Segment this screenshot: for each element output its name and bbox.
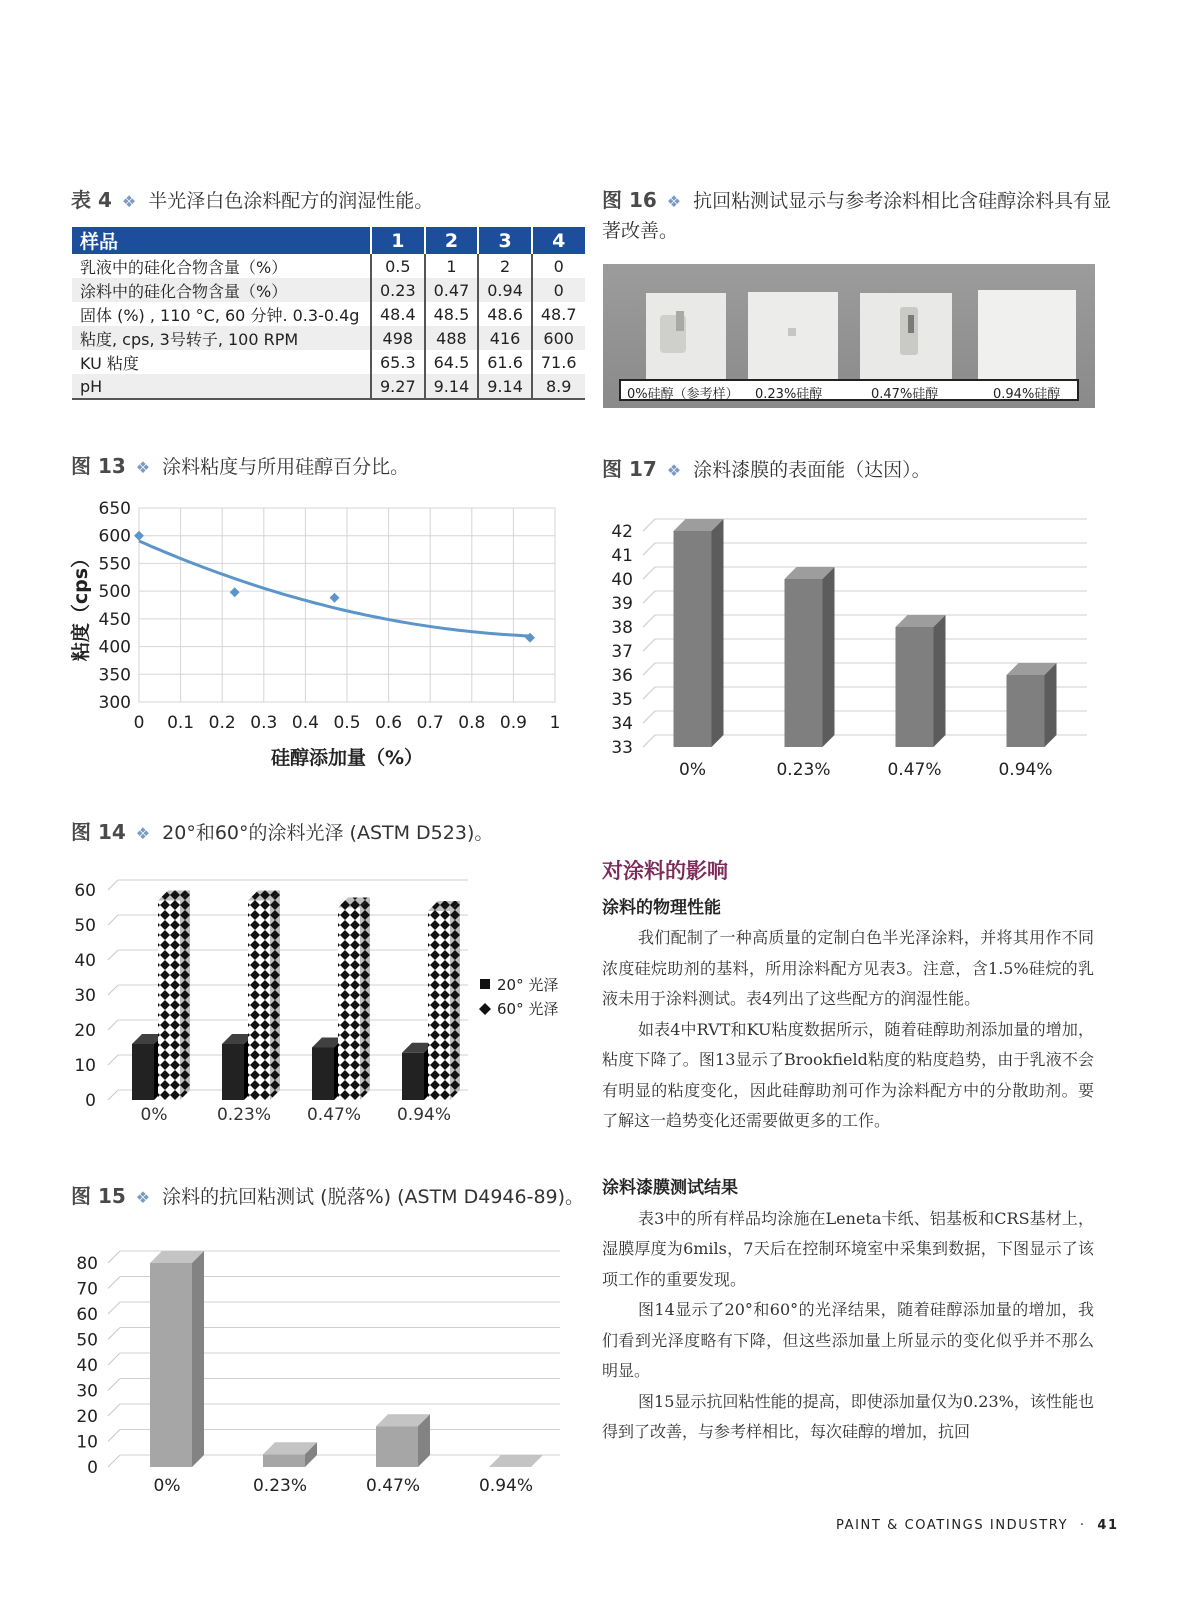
x-tick-label: 0% [140,1105,168,1125]
bar-60-gloss-front [338,908,360,1101]
x-tick-label: 0% [153,1476,181,1496]
row-label: 涂料中的硅化合物含量（%） [72,278,371,302]
x-tick-label: 0.23% [776,760,831,780]
table-cell: 48.4 [371,302,425,326]
fig14-chart [60,860,580,1135]
row-label: 粘度, cps, 3号转子, 100 RPM [72,326,371,350]
fig16-photo [603,264,1095,408]
x-tick-label: 0.23% [252,1476,308,1496]
row-label: KU 粘度 [80,353,139,373]
row-label: 乳液中的硅化合物含量（%） [80,257,288,277]
fig14-diag [108,880,118,890]
y-tick-label: 450 [98,609,131,630]
x-tick-label: 0.94% [998,760,1053,780]
table-cell: 61.6 [478,350,532,374]
bar-side [934,615,946,747]
bar-20-gloss-front [402,1053,424,1100]
bar [1007,663,1057,747]
fig16-label-bar [619,379,1079,401]
bar-side [823,567,835,747]
x-tick-label: 0.94% [478,1476,534,1496]
table-cell: 2 [478,254,532,278]
fig16-label: 图 16 [602,188,657,212]
section-title: 对涂料的影响 [602,859,728,883]
bar-top [489,1455,543,1467]
subsection-title-physical: 涂料的物理性能 [602,898,721,918]
y-tick-label: 50 [74,916,96,936]
fig17-caption [602,453,931,482]
bar-60-gloss-side [180,891,190,1101]
bar-side [192,1251,204,1467]
y-tick-label: 400 [98,637,131,658]
paragraph: 我们配制了一种高质量的定制白色半光泽涂料，并将其用作不同浓度硅烷助剂的基料，所用涂料配方见表3。注意，含1.5%硅烷的乳液未用于涂料测试。表4列出了这些配方的润湿性能。 [602,928,1094,1008]
bar-60-gloss [158,891,190,1101]
fig17-diag [643,543,655,555]
photo-label-1: 0.23%硅醇 [755,387,823,402]
y-tick-label: 10 [74,1056,96,1076]
photo-label-2: 0.47%硅醇 [871,387,939,402]
y-tick-label: 42 [611,522,633,542]
table-header-col: 3 [478,227,532,254]
fig15-diag [108,1277,120,1289]
bar-front [674,531,712,747]
table-header-col: 1 [371,227,425,254]
x-tick-label: 0% [679,760,706,780]
bar-front [376,1426,418,1467]
diamond-icon: ❖ [666,192,682,211]
x-tick-label: 0.9 [499,713,527,733]
fig13-caption-text: 涂料粘度与所用硅醇百分比。 [162,456,410,478]
subsection-title-film: 涂料漆膜测试结果 [602,1177,738,1198]
y-tick-label: 30 [74,986,96,1006]
bar-60-gloss-side [360,898,370,1101]
table-cell: 48.6 [478,302,532,326]
bar-front [150,1263,192,1467]
x-tick-label: 0.7 [416,713,444,733]
bar [489,1455,543,1467]
row-label: 固体 (%) , 110 °C, 60 分钟. 0.3-0.4g [80,305,360,325]
x-tick-label: 0.47% [887,760,942,780]
legend-label-20: 20° 光泽 [497,976,559,994]
table-header-sample: 样品 [72,227,371,254]
table-cell: 0 [532,254,585,278]
table-row [72,254,585,278]
fig15-svg [60,1235,580,1500]
bar [896,615,946,747]
y-tick-label: 600 [98,526,131,547]
table-cell: 0.47 [425,278,479,302]
table-row [72,374,585,399]
fig16-caption-text-2: 著改善。 [602,220,679,242]
fig14-svg [60,860,580,1135]
bar-side [712,519,724,747]
bar-front [896,627,934,747]
table-cell: 416 [478,326,532,350]
y-tick-label: 40 [74,951,96,971]
y-tick-label: 41 [611,546,633,566]
diamond-icon: ❖ [135,824,151,843]
fig13-svg [55,488,580,778]
table-cell: 65.3 [371,350,425,374]
y-tick-label: 35 [611,690,633,710]
x-tick-label: 0.1 [167,713,195,733]
y-tick-label: 500 [98,582,131,603]
bar-60-gloss [338,898,370,1101]
y-tick-label: 36 [611,666,633,686]
x-axis-title: 硅醇添加量（%） [270,747,424,769]
table4-caption [71,184,433,213]
fig14-label: 图 14 [71,820,126,844]
bar [785,567,835,747]
sample-card-2 [860,293,952,379]
x-tick-label: 0 [133,713,145,733]
fig15-diag [108,1379,120,1391]
table4 [72,227,585,400]
fig14-diag [108,1055,118,1065]
bar-60-gloss-front [158,901,180,1101]
table-cell: 498 [371,326,425,350]
fig15-diag [108,1251,120,1263]
fig15-diag [108,1328,120,1340]
fig15-diag [108,1430,120,1442]
y-tick-label: 350 [98,665,131,686]
table-row [72,326,585,350]
bar-60-gloss-side [270,891,280,1101]
fig13-label: 图 13 [71,454,126,478]
fig17-diag [643,639,655,651]
fig15-caption-text: 涂料的抗回粘测试 (脱落%) (ASTM D4946-89)。 [162,1186,585,1208]
x-tick-label: 0.5 [333,713,361,733]
table-cell: 9.14 [478,374,532,399]
y-tick-label: 34 [611,714,633,734]
table-header-col: 2 [425,227,479,254]
y-tick-label: 30 [76,1381,98,1402]
table-cell: 9.27 [371,374,425,399]
y-tick-label: 20 [76,1407,98,1427]
fig14-caption-text: 20°和60°的涂料光泽 (ASTM D523)。 [162,822,494,844]
fig17-diag [643,591,655,603]
paragraph: 图14显示了20°和60°的光泽结果，随着硅醇添加量的增加，我们看到光泽度略有下降，但这些添加量上所显示的变化似乎并不那么明显。 [602,1300,1094,1380]
table-cell: 64.5 [425,350,479,374]
fig17-diag [643,735,655,747]
fig17-diag [643,615,655,627]
fig17-diag [643,687,655,699]
fig16-caption-text: 抗回粘测试显示与参考涂料相比含硅醇涂料具有显 [693,190,1112,212]
legend-label-60: 60° 光泽 [497,1000,559,1018]
bar-60-gloss-side [450,901,460,1100]
bar-60-gloss [428,901,460,1100]
table-cell: 71.6 [532,350,585,374]
y-tick-label: 60 [74,881,96,901]
bar-front [1007,675,1045,747]
fig14-diag [108,950,118,960]
table-row [72,278,585,302]
y-tick-label: 0 [87,1458,98,1478]
article [602,855,1094,1448]
table-row [72,302,585,326]
x-tick-label: 0.4 [291,713,319,733]
x-tick-label: 0.94% [396,1105,452,1125]
table4-caption-text: 半光泽白色涂料配方的润湿性能。 [148,190,434,212]
table-cell: 0.94 [478,278,532,302]
paragraph: 表3中的所有样品均涂施在Leneta卡纸、铝基板和CRS基材上，湿膜厚度为6mils，7天后在控制环境室中采集到数据，下图显示了该项工作的重要发现。 [602,1208,1094,1289]
page-number: 41 [1097,1518,1119,1533]
y-tick-label: 38 [611,618,633,638]
y-tick-label: 33 [611,738,633,758]
journal-name: PAINT & COATINGS INDUSTRY [836,1518,1069,1533]
y-tick-label: 650 [98,499,131,519]
diamond-icon: ❖ [135,458,151,477]
bar-front [785,579,823,747]
bar-60-gloss [248,891,280,1101]
page-footer [836,1518,1119,1533]
y-tick-label: 10 [76,1432,98,1453]
y-tick-label: 70 [76,1279,98,1300]
table-cell: 48.5 [425,302,479,326]
x-tick-label: 0.3 [250,713,278,733]
bar-20-gloss-front [132,1044,154,1100]
y-tick-label: 50 [76,1330,98,1351]
x-tick-label: 0.8 [458,713,486,733]
photo-label-3: 0.94%硅醇 [993,387,1061,402]
bar-20-gloss-front [312,1048,334,1101]
legend-swatch-60 [479,1003,491,1015]
diamond-icon: ❖ [666,461,682,480]
sample-card-0 [646,293,726,379]
bar-60-gloss-front [248,901,270,1101]
table-cell: 600 [532,326,585,350]
y-tick-label: 300 [98,693,131,713]
diamond-icon: ❖ [121,192,137,211]
x-tick-label: 0.23% [216,1105,272,1125]
bar [150,1251,204,1467]
table-cell: 488 [425,326,479,350]
fig17-caption-text: 涂料漆膜的表面能（达因）。 [693,459,931,481]
bar-side [1045,663,1057,747]
fig14-diag [108,915,118,925]
fig14-diag [108,1020,118,1030]
table-cell: 8.9 [532,374,585,399]
table4-label: 表 4 [71,188,112,212]
bar [376,1414,430,1467]
y-tick-label: 20 [74,1021,96,1041]
fig14-diag [108,1090,118,1100]
fig15-label: 图 15 [71,1184,126,1208]
photo-label-0: 0%硅醇（参考样） [627,387,739,402]
bar [263,1442,317,1467]
y-tick-label: 37 [611,642,633,662]
x-tick-label: 1 [549,713,561,733]
y-axis-title: 粘度（cps） [70,548,92,662]
bar [674,519,724,747]
fig17-label: 图 17 [602,457,657,481]
y-tick-label: 80 [76,1254,98,1274]
table-row [72,350,585,374]
fig15-chart [60,1235,580,1500]
footer-separator: · [1079,1518,1086,1533]
row-label: pH [72,374,371,399]
table-cell: 0.23 [371,278,425,302]
fig17-diag [643,711,655,723]
y-tick-label: 39 [611,594,633,614]
table-cell: 0.5 [371,254,425,278]
bar-20-gloss-front [222,1044,244,1100]
table-cell: 0 [532,278,585,302]
y-tick-label: 40 [611,570,633,590]
fig15-diag [108,1302,120,1314]
x-tick-label: 0.6 [375,713,403,733]
diamond-icon: ❖ [135,1188,151,1207]
fig17-diag [643,519,655,531]
y-tick-label: 0 [85,1091,96,1111]
fig17-chart [595,495,1095,790]
fig15-diag [108,1353,120,1365]
y-tick-label: 40 [76,1356,98,1376]
fig16-caption [602,184,1111,213]
fig15-diag [108,1455,120,1467]
fig15-caption [71,1180,584,1209]
paragraph: 如表4中RVT和KU粘度数据所示，随着硅醇助剂添加量的增加，粘度下降了。图13显示了Brookfield粘度的粘度趋势，由于乳液不会有明显的粘度变化，因此硅醇助剂可作为涂料配方中的分散助剂。要了解这一趋势变化还需要做更多的工作。 [602,1019,1094,1130]
fig14-caption [71,816,493,845]
table-cell: 48.7 [532,302,585,326]
fig14-diag [108,985,118,995]
paragraph: 图15显示抗回粘性能的提高，即使添加量仅为0.23%，该性能也得到了改善，与参考样相比，每次硅醇的增加，抗回 [602,1391,1094,1441]
x-tick-label: 0.2 [208,713,236,733]
fig17-diag [643,567,655,579]
x-tick-label: 0.47% [365,1476,421,1496]
bar-60-gloss-front [428,911,450,1100]
sample-card-3 [978,290,1076,380]
fig13-chart [55,488,580,778]
fig17-diag [643,663,655,675]
fig17-svg [595,495,1095,790]
fig15-diag [108,1404,120,1416]
sample-card-1 [748,292,838,380]
table-cell: 1 [425,254,479,278]
fig16-caption-line2 [602,216,678,243]
bar-front [263,1454,305,1467]
table-cell: 9.14 [425,374,479,399]
table-header-col: 4 [532,227,585,254]
y-tick-label: 60 [76,1305,98,1325]
y-tick-label: 550 [98,554,131,575]
legend-swatch-20 [480,979,490,989]
fig13-caption [71,450,409,479]
x-tick-label: 0.47% [306,1105,362,1125]
